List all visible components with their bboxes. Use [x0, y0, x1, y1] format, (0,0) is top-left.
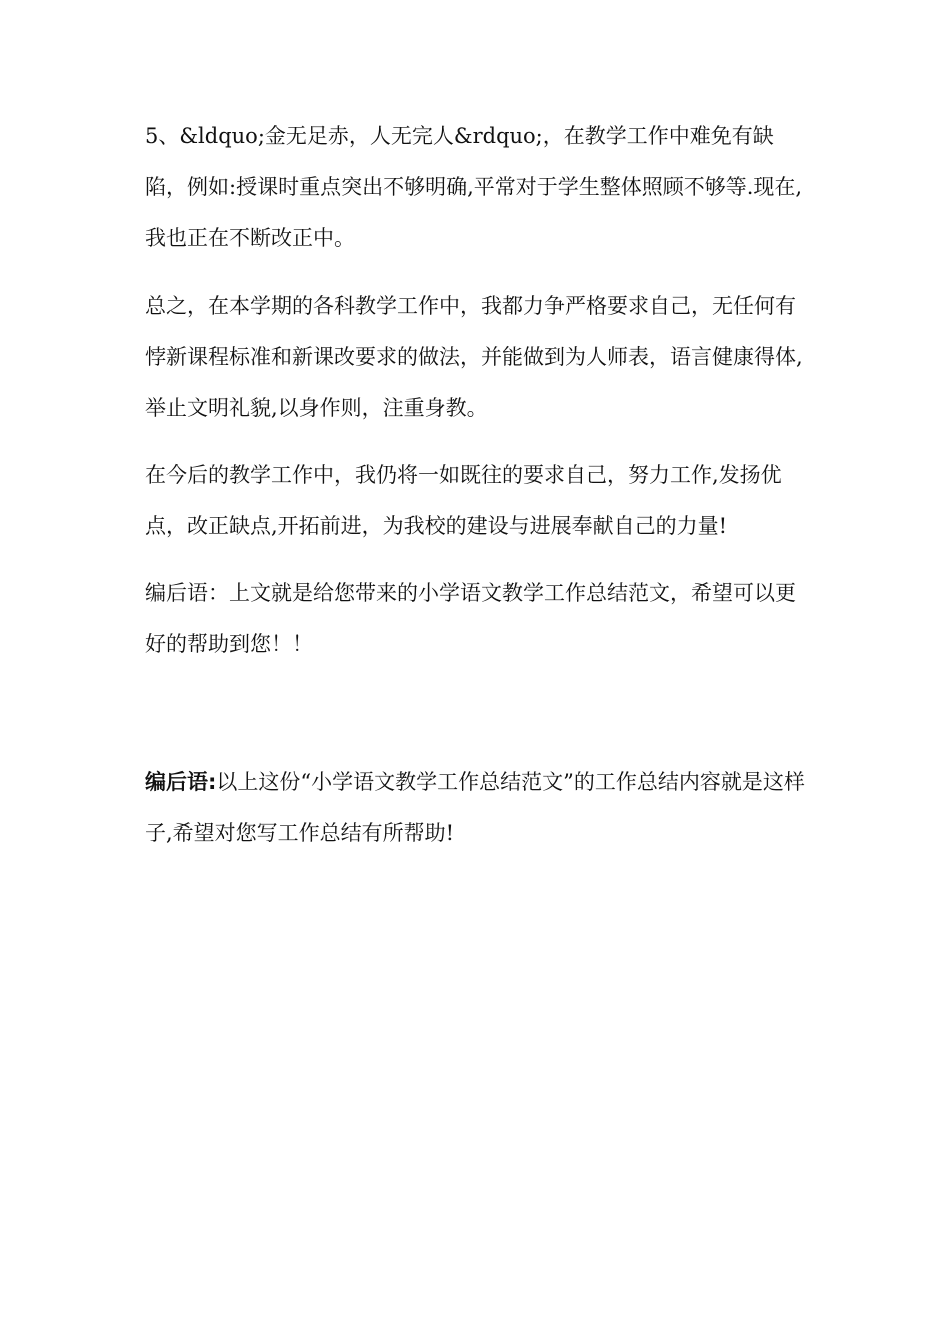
paragraph-summary: 总之，在本学期的各科教学工作中，我都力争严格要求自己，无任何有悖新课程标准和新课改要求的做法，并能做到为人师表，语言健康得体,举止文明礼貌,以身作则，注重身教。	[145, 294, 803, 420]
closing-note	[145, 757, 815, 859]
paragraph-editor-note: 编后语：上文就是给您带来的小学语文教学工作总结范文，希望可以更好的帮助到您！！	[145, 581, 796, 656]
closing-note-text: 以上这份“小学语文教学工作总结范文”的工作总结内容就是这样子,希望对您写工作总结有所帮助!	[145, 770, 805, 845]
paragraph-shortcomings: 5、&ldquo;金无足赤，人无完人&rdquo;，在教学工作中难免有缺陷，例如:授课时重点突出不够明确,平常对于学生整体照顾不够等.现在,我也正在不断改正中。	[145, 124, 803, 250]
paragraph-future: 在今后的教学工作中，我仍将一如既往的要求自己，努力工作,发扬优点，改正缺点,开拓前进，为我校的建设与进展奉献自己的力量!	[145, 463, 782, 538]
closing-note-label: 编后语:	[145, 770, 217, 794]
